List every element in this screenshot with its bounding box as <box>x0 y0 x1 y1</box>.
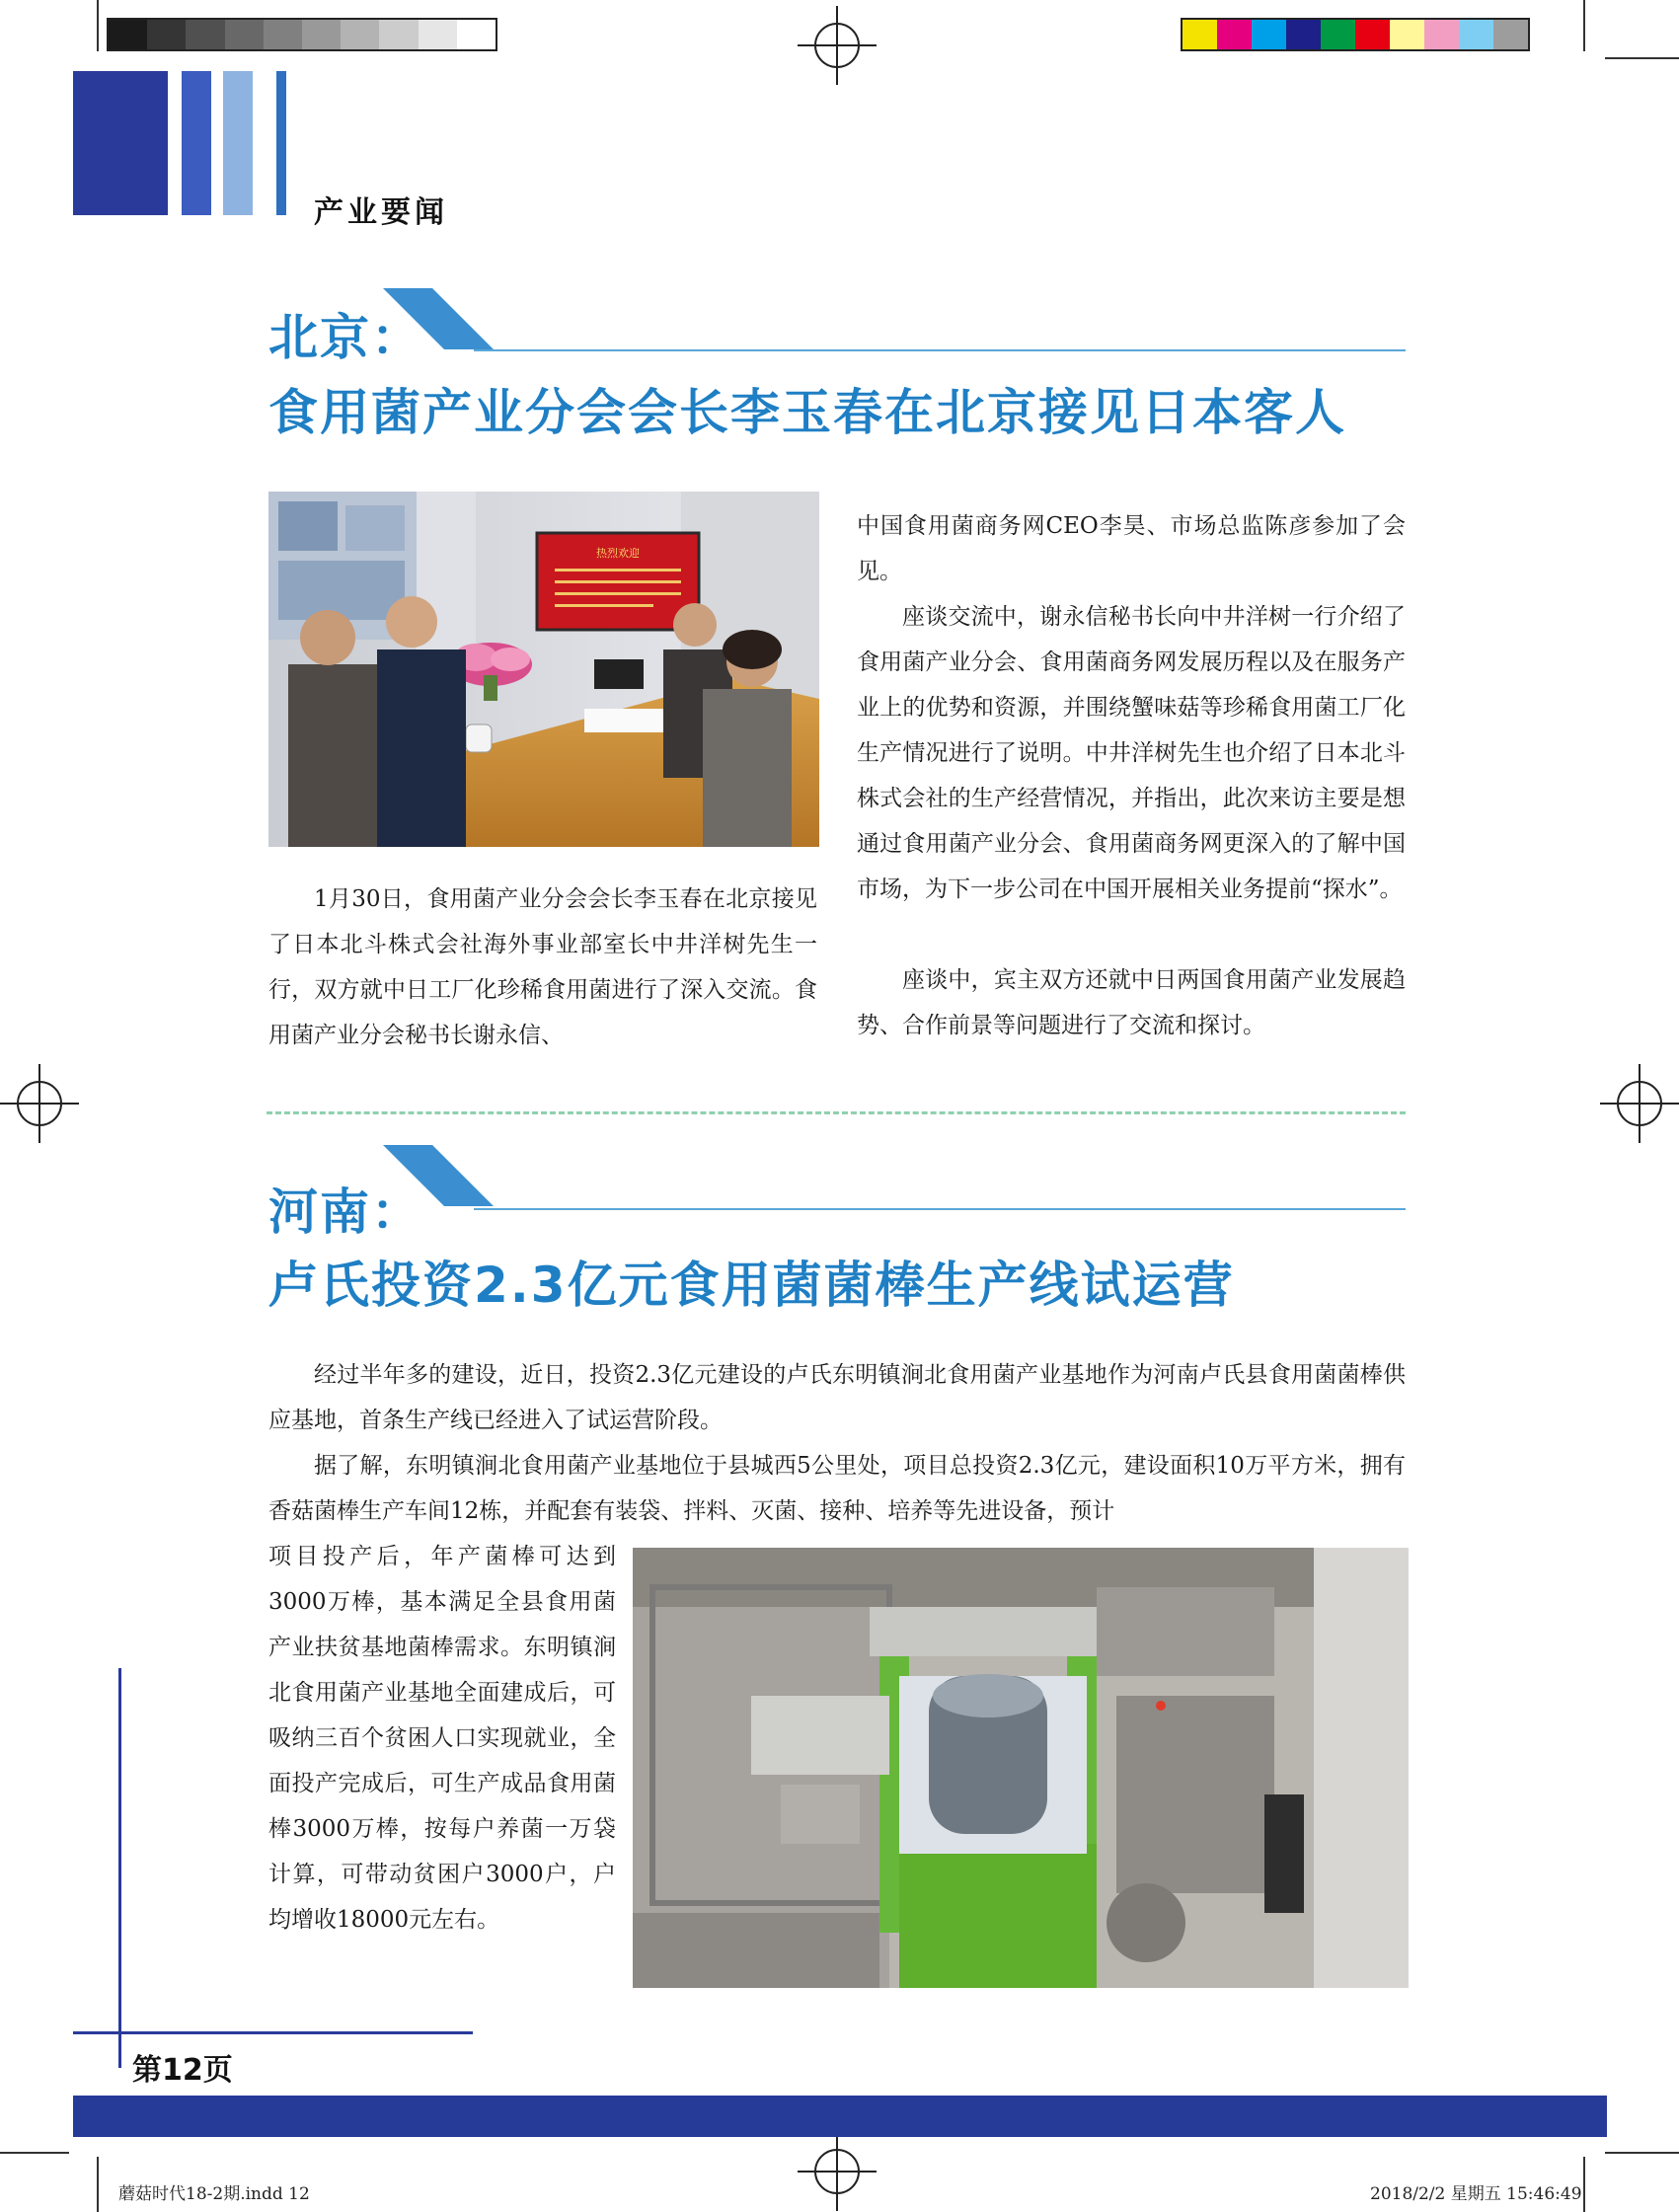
footer-band <box>73 2096 1607 2137</box>
registration-mark-top <box>798 6 877 85</box>
trim-mark <box>97 0 99 51</box>
article2-paragraph-3: 项目投产后，年产菌棒可达到3000万棒，基本满足全县食用菌产业扶贫基地菌棒需求。东明镇涧北食用菌产业基地全面建成后，可吸纳三百个贫困人口实现就业，全面投产完成后，可生产成品食用菌棒3000万棒，按每户养菌一万袋计算，可带动贫困户3000户，户均增收18000元左右。 <box>268 1544 616 1933</box>
color-calibration-bar <box>1181 18 1530 51</box>
registration-mark-right <box>1600 1064 1679 1143</box>
article2-paragraph-1: 经过半年多的建设，近日，投资2.3亿元建设的卢氏东明镇涧北食用菌产业基地作为河南卢氏县食用菌菌棒供应基地，首条生产线已经进入了试运营阶段。 <box>268 1362 1406 1433</box>
article1-paragraph-2: 中国食用菌商务网CEO李昊、市场总监陈彦参加了会见。 <box>857 513 1406 584</box>
registration-mark-bottom <box>798 2132 877 2211</box>
article1-region: 北京： <box>268 309 422 366</box>
meeting-photo <box>268 492 819 847</box>
trim-mark <box>0 2152 69 2154</box>
article1-paragraph-4: 座谈中，宾主双方还就中日两国食用菌产业发展趋势、合作前景等问题进行了交流和探讨。 <box>857 967 1406 1038</box>
article2-paragraph-2: 据了解，东明镇涧北食用菌产业基地位于县城西5公里处，项目总投资2.3亿元，建设面积10万平方米，拥有香菇菌棒生产车间12栋，并配套有装袋、拌料、灭菌、接种、培养等先进设备，预计 <box>268 1453 1406 1524</box>
trim-mark <box>1583 2157 1585 2212</box>
header-bar-mid <box>182 71 211 215</box>
section-label: 产业要闻 <box>314 195 448 230</box>
header-bar-thin <box>276 71 286 215</box>
header-bar-dark <box>73 71 168 215</box>
article2-rule <box>474 1208 1406 1210</box>
production-line-photo <box>633 1548 1409 1988</box>
footer-horizontal-rule <box>73 2031 473 2034</box>
article-separator <box>267 1111 1406 1114</box>
footer-vertical-rule <box>118 1668 121 2068</box>
photo-banner-text: 热烈欢迎 <box>596 547 640 560</box>
grayscale-calibration-bar <box>107 18 497 51</box>
trim-mark <box>97 2157 99 2212</box>
header-bar-light <box>223 71 253 215</box>
article1-paragraph-1: 1月30日，食用菌产业分会会长李玉春在北京接见了日本北斗株式会社海外事业部室长中井洋树先生一行，双方就中日工厂化珍稀食用菌进行了深入交流。食用菌产业分会秘书长谢永信、 <box>268 886 817 1048</box>
trim-mark <box>1605 2152 1679 2154</box>
registration-mark-left <box>0 1064 79 1143</box>
trim-mark <box>1583 0 1585 51</box>
article2-region: 河南： <box>268 1183 422 1241</box>
slug-datetime: 2018/2/2 星期五 15:46:49 <box>1370 2184 1582 2204</box>
article1-rule <box>474 349 1406 351</box>
article2-title: 卢氏投资2.3亿元食用菌菌棒生产线试运营 <box>268 1257 1235 1314</box>
page-number: 第12页 <box>132 2053 233 2088</box>
article1-title: 食用菌产业分会会长李玉春在北京接见日本客人 <box>268 384 1346 441</box>
article1-paragraph-3: 座谈交流中，谢永信秘书长向中井洋树一行介绍了食用菌产业分会、食用菌商务网发展历程以及在服务产业上的优势和资源，并围绕蟹味菇等珍稀食用菌工厂化生产情况进行了说明。中井洋树先生也介绍了日本北斗株式会社的生产经营情况，并指出，此次来访主要是想通过食用菌产业分会、食用菌商务网更深入的了解中国市场，为下一步公司在中国开展相关业务提前“探水”。 <box>857 604 1406 902</box>
trim-mark <box>1605 57 1679 59</box>
slug-file-info: 蘑菇时代18-2期.indd 12 <box>118 2184 310 2204</box>
